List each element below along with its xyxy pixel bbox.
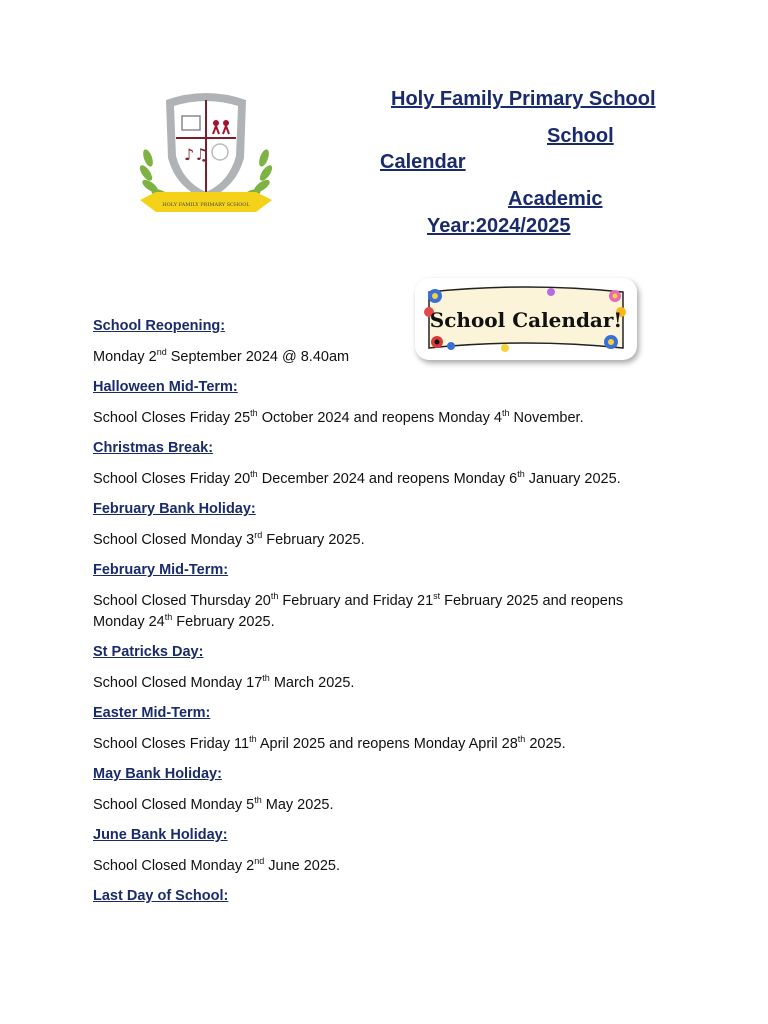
heading-february-bank-holiday: February Bank Holiday:	[93, 501, 256, 517]
text-february-midterm: School Closed Thursday 20th February and Friday 21st February 2025 and reopens	[93, 591, 624, 609]
crest-motto: HOLY FAMILY PRIMARY SCHOOL	[162, 202, 250, 208]
text-halloween-midterm: School Closes Friday 25th October 2024 and reopens Monday 4th November.	[93, 408, 584, 426]
text-school-reopening: Monday 2nd September 2024 @ 8.40am	[93, 347, 350, 365]
text-easter-midterm: School Closes Friday 11th April 2025 and reopens Monday April 28th 2025.	[93, 734, 566, 752]
text-christmas-break: School Closes Friday 20th December 2024 and reopens Monday 6th January 2025.	[93, 469, 621, 487]
heading-may-bank-holiday: May Bank Holiday:	[93, 766, 222, 782]
calendar-banner	[415, 278, 637, 360]
heading-school-reopening: School Reopening:	[93, 318, 226, 334]
school-name: Holy Family Primary School	[391, 88, 656, 110]
banner-text: School Calendar!	[429, 308, 623, 332]
text-february-bank-holiday: School Closed Monday 3rd February 2025.	[93, 530, 365, 548]
heading-easter-midterm: Easter Mid-Term:	[93, 705, 211, 721]
title-school: School	[547, 125, 614, 147]
text-february-midterm-cont: Monday 24th February 2025.	[93, 612, 275, 630]
school-crest	[136, 88, 276, 218]
svg-text:♪♫: ♪♫	[184, 145, 209, 164]
heading-february-midterm: February Mid-Term:	[93, 562, 229, 578]
heading-last-day-of-school: Last Day of School:	[93, 888, 229, 904]
title-academic: Academic	[508, 188, 603, 210]
title-calendar: Calendar	[380, 151, 466, 173]
title-year: Year:2024/2025	[427, 215, 571, 237]
heading-june-bank-holiday: June Bank Holiday:	[93, 827, 228, 843]
text-st-patricks-day: School Closed Monday 17th March 2025.	[93, 673, 355, 691]
heading-halloween-midterm: Halloween Mid-Term:	[93, 379, 238, 395]
heading-christmas-break: Christmas Break:	[93, 440, 214, 456]
text-may-bank-holiday: School Closed Monday 5th May 2025.	[93, 795, 334, 813]
text-june-bank-holiday: School Closed Monday 2nd June 2025.	[93, 856, 341, 874]
heading-st-patricks-day: St Patricks Day:	[93, 644, 204, 660]
